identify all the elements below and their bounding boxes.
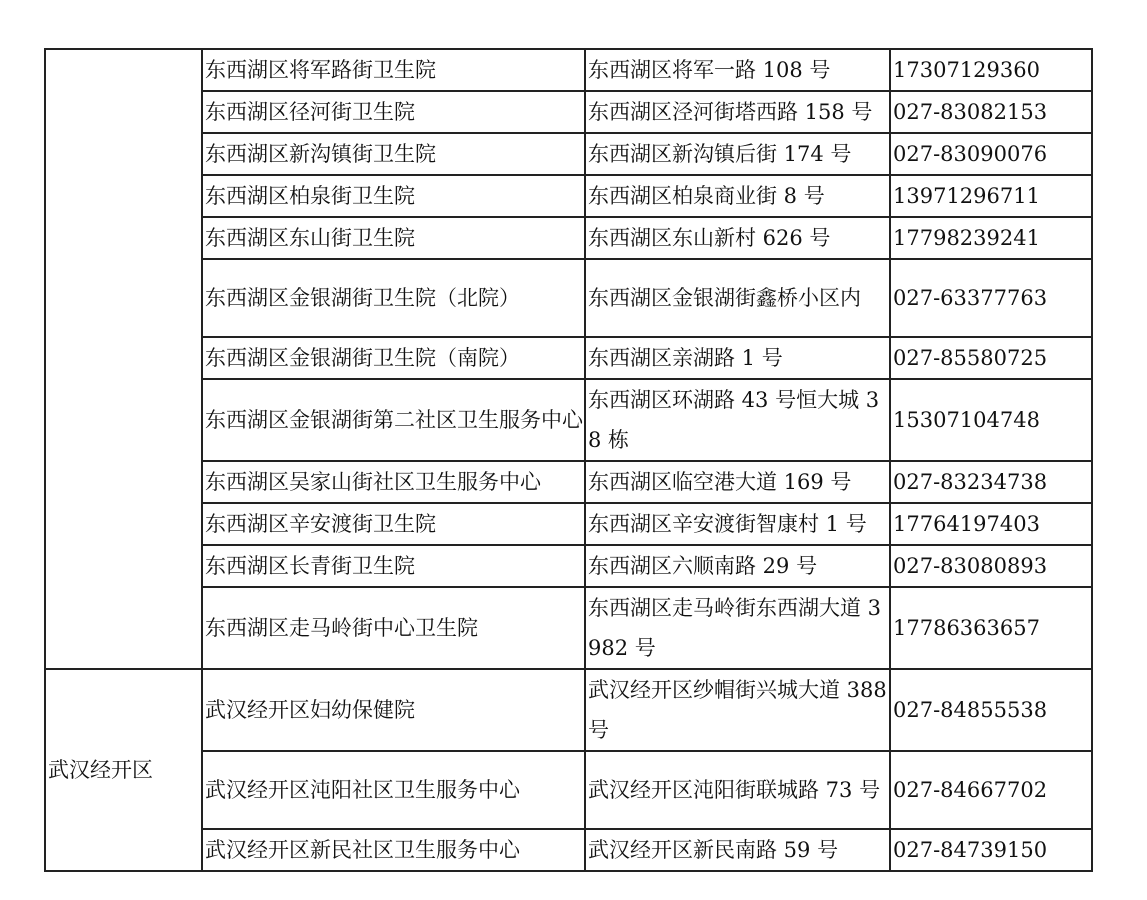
table-row <box>45 91 1092 133</box>
facility-name: 东西湖区柏泉街卫生院 <box>202 175 585 217</box>
facility-table <box>44 48 1093 872</box>
table-row <box>45 259 1092 337</box>
facility-name: 东西湖区金银湖街第二社区卫生服务中心 <box>202 379 585 461</box>
facility-address: 武汉经开区纱帽街兴城大道 388 号 <box>585 669 890 751</box>
facility-phone: 027-83234738 <box>890 461 1092 503</box>
facility-phone: 027-85580725 <box>890 337 1092 379</box>
facility-phone: 17786363657 <box>890 587 1092 669</box>
facility-address: 东西湖区亲湖路 1 号 <box>585 337 890 379</box>
facility-name: 东西湖区径河街卫生院 <box>202 91 585 133</box>
facility-address: 东西湖区辛安渡街智康村 1 号 <box>585 503 890 545</box>
table-row <box>45 587 1092 669</box>
facility-address: 东西湖区新沟镇后街 174 号 <box>585 133 890 175</box>
table-row <box>45 217 1092 259</box>
facility-name: 东西湖区走马岭街中心卫生院 <box>202 587 585 669</box>
facility-phone: 027-83082153 <box>890 91 1092 133</box>
table-row <box>45 175 1092 217</box>
facility-address: 武汉经开区新民南路 59 号 <box>585 829 890 871</box>
table-row <box>45 829 1092 871</box>
district-cell <box>45 49 202 669</box>
facility-phone: 17798239241 <box>890 217 1092 259</box>
facility-phone: 027-63377763 <box>890 259 1092 337</box>
facility-name: 东西湖区新沟镇街卫生院 <box>202 133 585 175</box>
facility-name: 东西湖区长青街卫生院 <box>202 545 585 587</box>
table-row <box>45 461 1092 503</box>
facility-name: 东西湖区将军路街卫生院 <box>202 49 585 91</box>
table-row <box>45 379 1092 461</box>
facility-name: 武汉经开区妇幼保健院 <box>202 669 585 751</box>
facility-name: 东西湖区吴家山街社区卫生服务中心 <box>202 461 585 503</box>
facility-phone: 027-84667702 <box>890 751 1092 829</box>
facility-phone: 027-83090076 <box>890 133 1092 175</box>
facility-phone: 027-84739150 <box>890 829 1092 871</box>
facility-address: 东西湖区柏泉商业街 8 号 <box>585 175 890 217</box>
facility-address: 东西湖区将军一路 108 号 <box>585 49 890 91</box>
table-row <box>45 49 1092 91</box>
facility-phone: 17764197403 <box>890 503 1092 545</box>
facility-phone: 15307104748 <box>890 379 1092 461</box>
table-row <box>45 337 1092 379</box>
table-row <box>45 503 1092 545</box>
facility-name: 武汉经开区新民社区卫生服务中心 <box>202 829 585 871</box>
facility-address: 东西湖区六顺南路 29 号 <box>585 545 890 587</box>
facility-address: 东西湖区金银湖街鑫桥小区内 <box>585 259 890 337</box>
facility-address: 东西湖区走马岭街东西湖大道 3982 号 <box>585 587 890 669</box>
facility-phone: 13971296711 <box>890 175 1092 217</box>
facility-phone: 027-84855538 <box>890 669 1092 751</box>
table-row <box>45 133 1092 175</box>
facility-address: 东西湖区泾河街塔西路 158 号 <box>585 91 890 133</box>
facility-name: 东西湖区辛安渡街卫生院 <box>202 503 585 545</box>
facility-address: 东西湖区东山新村 626 号 <box>585 217 890 259</box>
facility-phone: 17307129360 <box>890 49 1092 91</box>
facility-address: 东西湖区临空港大道 169 号 <box>585 461 890 503</box>
facility-phone: 027-83080893 <box>890 545 1092 587</box>
facility-name: 东西湖区东山街卫生院 <box>202 217 585 259</box>
table-row <box>45 669 1092 751</box>
table-row <box>45 545 1092 587</box>
table-row <box>45 751 1092 829</box>
facility-name: 东西湖区金银湖街卫生院（北院） <box>202 259 585 337</box>
facility-name: 东西湖区金银湖街卫生院（南院） <box>202 337 585 379</box>
facility-address: 武汉经开区沌阳街联城路 73 号 <box>585 751 890 829</box>
facility-name: 武汉经开区沌阳社区卫生服务中心 <box>202 751 585 829</box>
facility-address: 东西湖区环湖路 43 号恒大城 38 栋 <box>585 379 890 461</box>
district-cell: 武汉经开区 <box>45 669 202 871</box>
